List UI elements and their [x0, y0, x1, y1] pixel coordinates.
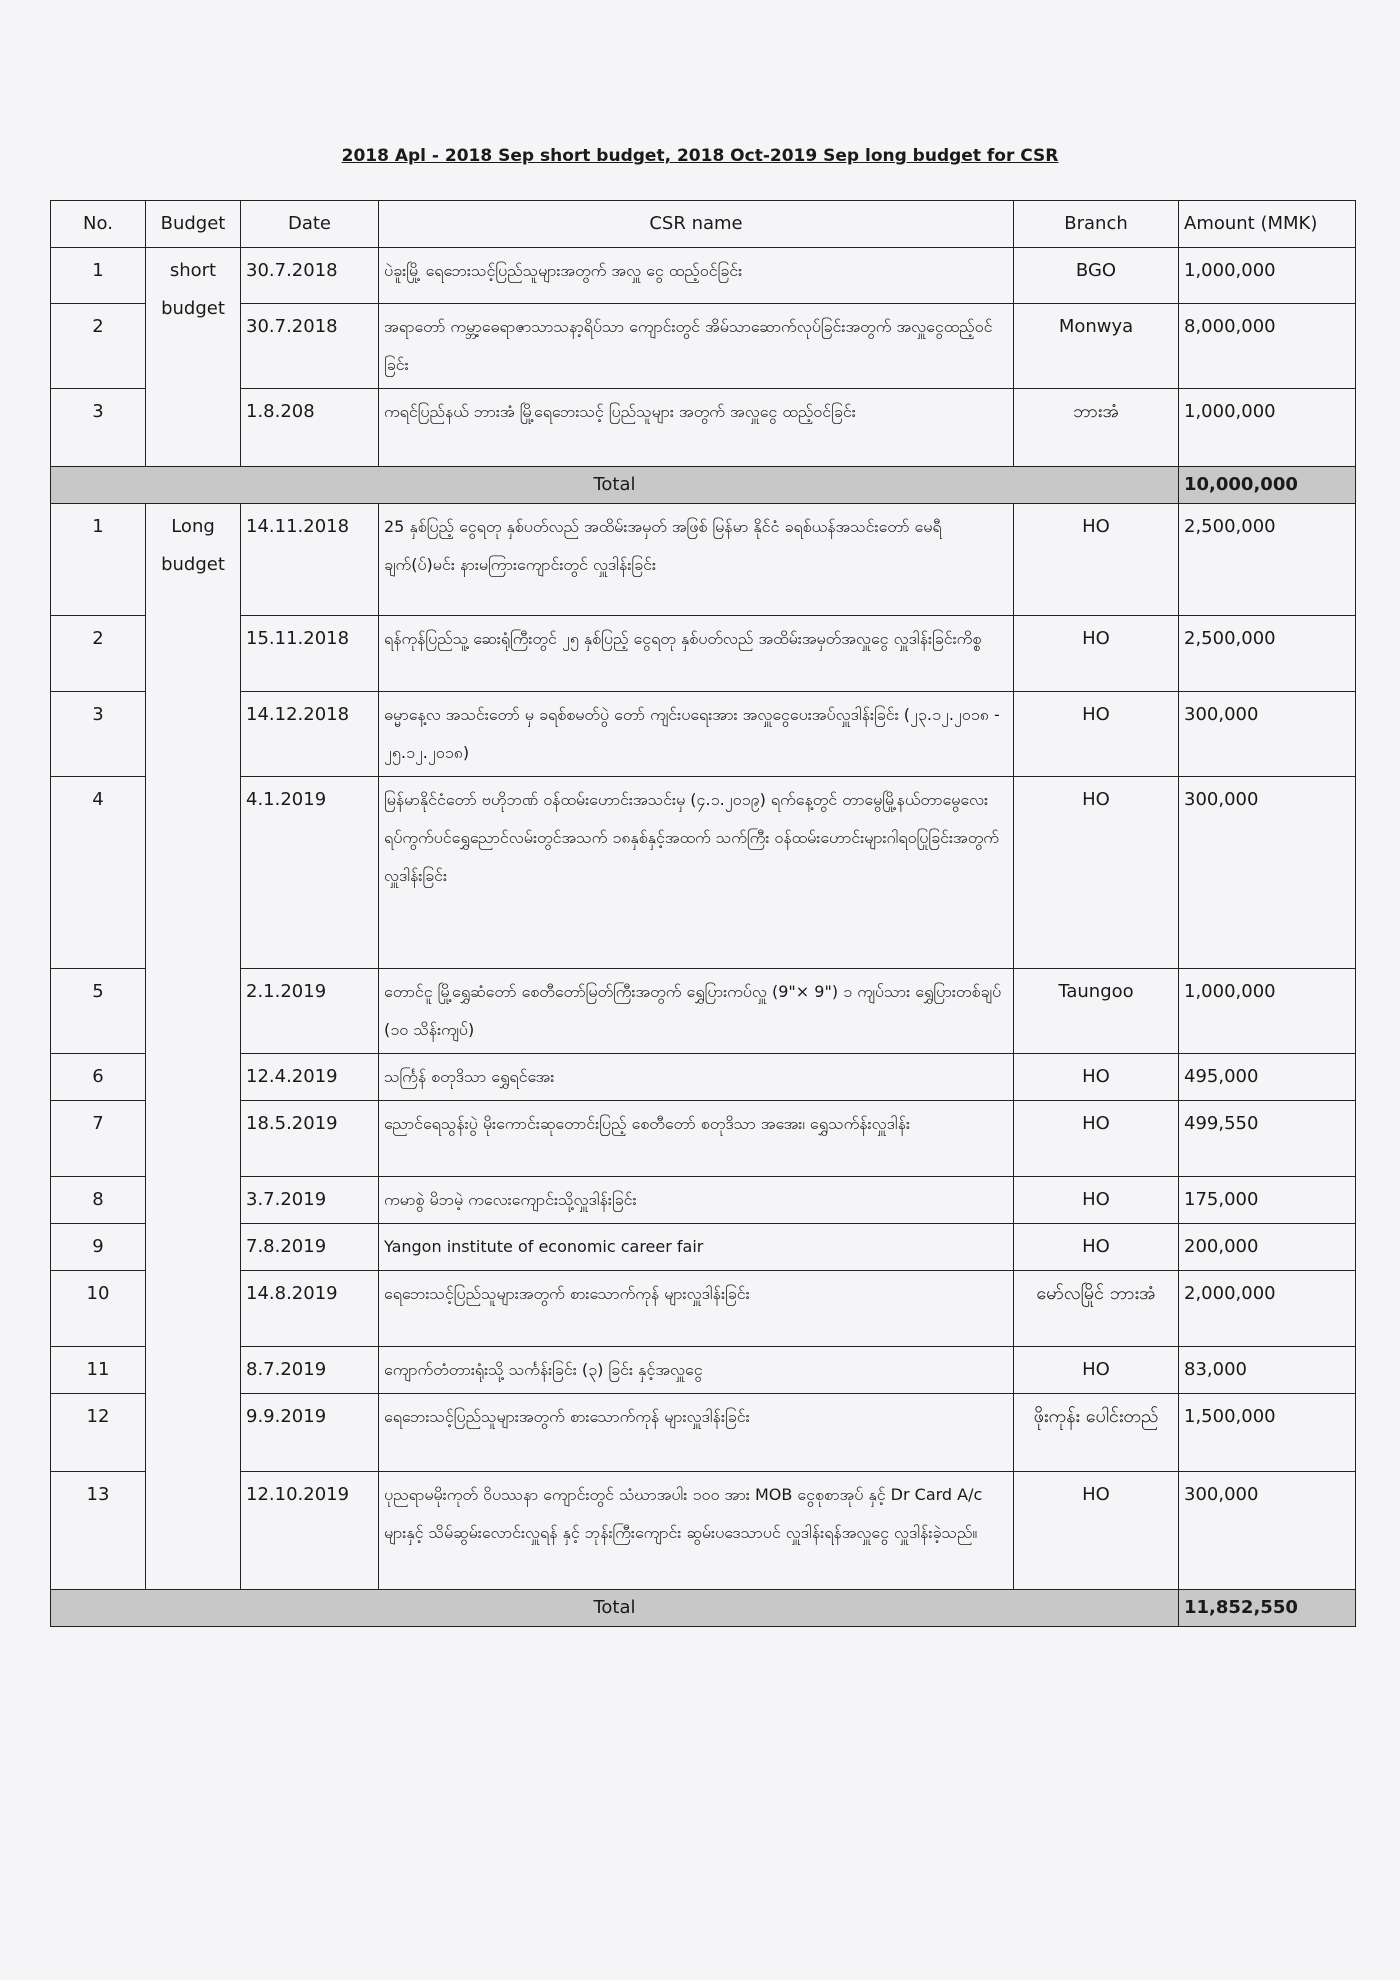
- row-csr-name: Yangon institute of economic career fair: [379, 1224, 1014, 1271]
- row-date: 9.9.2019: [241, 1394, 379, 1472]
- row-branch: HO: [1014, 777, 1179, 969]
- table-row: [51, 1347, 1356, 1394]
- table-row: [51, 304, 1356, 389]
- table-row: [51, 777, 1356, 969]
- row-date: 8.7.2019: [241, 1347, 379, 1394]
- row-branch: မော်လမြိုင် ဘားအံ: [1014, 1271, 1179, 1347]
- row-amount: 8,000,000: [1179, 304, 1356, 389]
- row-no: 13: [51, 1472, 146, 1590]
- row-no: 1: [51, 504, 146, 616]
- total-label: Total: [51, 1590, 1179, 1627]
- row-date: 12.10.2019: [241, 1472, 379, 1590]
- row-csr-name: ကရင်ပြည်နယ် ဘားအံ မြို့ရေဘေးသင့် ပြည်သူများ အတွက် အလှူငွေ ထည့်ဝင်ခြင်း: [379, 389, 1014, 467]
- header-amount: Amount (MMK): [1179, 201, 1356, 248]
- row-no: 2: [51, 304, 146, 389]
- row-amount: 1,000,000: [1179, 389, 1356, 467]
- table-row: [51, 969, 1356, 1054]
- row-branch: ဖိုးကုန်း ပေါင်းတည်: [1014, 1394, 1179, 1472]
- row-amount: 495,000: [1179, 1054, 1356, 1101]
- table-row: [51, 1177, 1356, 1224]
- table-row: [51, 248, 1356, 304]
- row-csr-name: ပဲခူးမြို့ ရေဘေးသင့်ပြည်သူများအတွက် အလှူ ငွေ ထည့်ဝင်ခြင်း: [379, 248, 1014, 304]
- row-no: 9: [51, 1224, 146, 1271]
- row-amount: 300,000: [1179, 1472, 1356, 1590]
- row-date: 14.12.2018: [241, 692, 379, 777]
- total-label: Total: [51, 467, 1179, 504]
- row-branch: HO: [1014, 1472, 1179, 1590]
- total-row: [51, 467, 1356, 504]
- table-row: [51, 1472, 1356, 1590]
- row-branch: Taungoo: [1014, 969, 1179, 1054]
- row-csr-name: မြန်မာနိုင်ငံတော် ဗဟိုဘဏ် ဝန်ထမ်းဟောင်းအသင်းမှ (၄.၁.၂၀၁၉) ရက်နေ့တွင် တာမွေမြို့နယ်တာမွေလေးရပ်ကွက်ပင်ရွှေညောင်လမ်းတွင်အသက် ၁၈နှစ်နှင့်အထက် သက်ကြီး ဝန်ထမ်းဟောင်းများဂါရဝပြုခြင်းအတွက် လှူဒါန်းခြင်း: [379, 777, 1014, 969]
- row-date: 18.5.2019: [241, 1101, 379, 1177]
- page-title-text: 2018 Apl - 2018 Sep short budget, 2018 Oct-2019 Sep long budget for CSR: [341, 146, 1059, 166]
- row-csr-name: သင်္ကြန် စတုဒိသာ ရွှေရင်အေး: [379, 1054, 1014, 1101]
- header-branch: Branch: [1014, 201, 1179, 248]
- row-date: 14.11.2018: [241, 504, 379, 616]
- row-amount: 300,000: [1179, 777, 1356, 969]
- row-csr-name: 25 နှစ်ပြည့် ငွေရတု နှစ်ပတ်လည် အထိမ်းအမှတ် အဖြစ် မြန်မာ နိုင်ငံ ခရစ်ယန်အသင်းတော် မေရီချက်(ပ်)မင်း နားမကြားကျောင်းတွင် လှူဒါန်းခြင်း: [379, 504, 1014, 616]
- row-branch: BGO: [1014, 248, 1179, 304]
- total-amount: 11,852,550: [1179, 1590, 1356, 1627]
- row-csr-name: ညောင်ရေသွန်းပွဲ မိုးကောင်းဆုတောင်းပြည့် စေတီတော် စတုဒိသာ အအေး၊ ရွှေသက်န်းလှူဒါန်း: [379, 1101, 1014, 1177]
- row-date: 30.7.2018: [241, 304, 379, 389]
- row-no: 12: [51, 1394, 146, 1472]
- row-branch: HO: [1014, 1347, 1179, 1394]
- row-no: 6: [51, 1054, 146, 1101]
- row-branch: ဘားအံ: [1014, 389, 1179, 467]
- row-no: 1: [51, 248, 146, 304]
- row-csr-name: ပုညရာမမိုးကုတ် ဝိပဿနာ ကျောင်းတွင် သံဃာအပါး ၁၀၀ အား MOB ငွေစုစာအုပ် နှင့် Dr Card A/c များနှင့် သိမ်ဆွမ်းလောင်းလှူရန် နှင့် ဘုန်းကြီးကျောင်း ဆွမ်းပဒေသာပင် လှူဒါန်းရန်အလှူငွေ လှူဒါန်းခဲ့သည်။: [379, 1472, 1014, 1590]
- row-date: 7.8.2019: [241, 1224, 379, 1271]
- row-amount: 175,000: [1179, 1177, 1356, 1224]
- row-date: 1.8.208: [241, 389, 379, 467]
- row-no: 3: [51, 389, 146, 467]
- row-no: 4: [51, 777, 146, 969]
- table-row: [51, 616, 1356, 692]
- page-title: [0, 146, 1400, 166]
- table-header: [51, 201, 1356, 248]
- row-csr-name: ရန်ကုန်ပြည်သူ့ ဆေးရုံကြီးတွင် ၂၅ နှစ်ပြည့် ငွေရတု နှစ်ပတ်လည် အထိမ်းအမှတ်အလှူငွေ လှူဒါန်းခြင်းကိစ္စ: [379, 616, 1014, 692]
- row-date: 30.7.2018: [241, 248, 379, 304]
- row-date: 15.11.2018: [241, 616, 379, 692]
- table-row: [51, 1271, 1356, 1347]
- row-date: 4.1.2019: [241, 777, 379, 969]
- row-csr-name: ကမာစွဲ မိဘမဲ့ ကလေးကျောင်းသို့လှူဒါန်းခြင်း: [379, 1177, 1014, 1224]
- row-csr-name: ကျောက်တံတားရုံးသို့ သင်္ကန်းခြင်း (၃) ခြင်း နှင့်အလှူငွေ: [379, 1347, 1014, 1394]
- row-amount: 499,550: [1179, 1101, 1356, 1177]
- table-row: [51, 504, 1356, 616]
- row-branch: HO: [1014, 1177, 1179, 1224]
- header-date: Date: [241, 201, 379, 248]
- row-amount: 1,000,000: [1179, 969, 1356, 1054]
- total-amount: 10,000,000: [1179, 467, 1356, 504]
- row-date: 12.4.2019: [241, 1054, 379, 1101]
- row-branch: HO: [1014, 1054, 1179, 1101]
- budget-type-label: Long budget: [146, 504, 241, 1590]
- table-row: [51, 1054, 1356, 1101]
- row-amount: 2,500,000: [1179, 616, 1356, 692]
- header-budget: Budget: [146, 201, 241, 248]
- row-amount: 2,000,000: [1179, 1271, 1356, 1347]
- row-branch: HO: [1014, 1224, 1179, 1271]
- row-csr-name: တောင်ငူ မြို့ရွှေဆံတော် စေတီတော်မြတ်ကြီးအတွက် ရွှေပြားကပ်လှူ (9"× 9") ၁ ကျပ်သား ရွှေပြားတစ်ချပ် (၁၀ သိန်းကျပ်): [379, 969, 1014, 1054]
- row-branch: HO: [1014, 692, 1179, 777]
- row-branch: HO: [1014, 504, 1179, 616]
- csr-budget-table: [50, 200, 1356, 1627]
- row-no: 10: [51, 1271, 146, 1347]
- budget-type-label: short budget: [146, 248, 241, 467]
- row-csr-name: အရာတော် ကမ္ဘာ့ဓေရာဇာသာသနာ့ရိပ်သာ ကျောင်းတွင် အိမ်သာဆောက်လုပ်ခြင်းအတွက် အလှူငွေထည့်ဝင်ခြင်း: [379, 304, 1014, 389]
- row-no: 2: [51, 616, 146, 692]
- row-no: 5: [51, 969, 146, 1054]
- row-csr-name: ရေဘေးသင့်ပြည်သူများအတွက် စားသောက်ကုန် များလှူဒါန်းခြင်း: [379, 1271, 1014, 1347]
- table-row: [51, 692, 1356, 777]
- row-csr-name: ဓမ္မာနေ့လ အသင်းတော် မှ ခရစ်စမတ်ပွဲ တော် ကျင်းပရေးအား အလှူငွေပေးအပ်လှူဒါန်းခြင်း (၂၃.၁၂.၂၀၁၈ - ၂၅.၁၂.၂၀၁၈): [379, 692, 1014, 777]
- row-branch: HO: [1014, 1101, 1179, 1177]
- header-row: [51, 201, 1356, 248]
- table-row: [51, 389, 1356, 467]
- table-body: [51, 248, 1356, 1627]
- row-no: 3: [51, 692, 146, 777]
- row-no: 7: [51, 1101, 146, 1177]
- row-amount: 200,000: [1179, 1224, 1356, 1271]
- row-amount: 1,500,000: [1179, 1394, 1356, 1472]
- table-row: [51, 1394, 1356, 1472]
- row-date: 2.1.2019: [241, 969, 379, 1054]
- header-no: No.: [51, 201, 146, 248]
- row-date: 3.7.2019: [241, 1177, 379, 1224]
- row-amount: 2,500,000: [1179, 504, 1356, 616]
- row-amount: 1,000,000: [1179, 248, 1356, 304]
- total-row: [51, 1590, 1356, 1627]
- row-branch: HO: [1014, 616, 1179, 692]
- table-row: [51, 1224, 1356, 1271]
- row-no: 8: [51, 1177, 146, 1224]
- row-branch: Monwya: [1014, 304, 1179, 389]
- row-no: 11: [51, 1347, 146, 1394]
- header-csr-name: CSR name: [379, 201, 1014, 248]
- row-date: 14.8.2019: [241, 1271, 379, 1347]
- table-row: [51, 1101, 1356, 1177]
- row-amount: 83,000: [1179, 1347, 1356, 1394]
- row-csr-name: ရေဘေးသင့်ပြည်သူများအတွက် စားသောက်ကုန် များလှူဒါန်းခြင်း: [379, 1394, 1014, 1472]
- row-amount: 300,000: [1179, 692, 1356, 777]
